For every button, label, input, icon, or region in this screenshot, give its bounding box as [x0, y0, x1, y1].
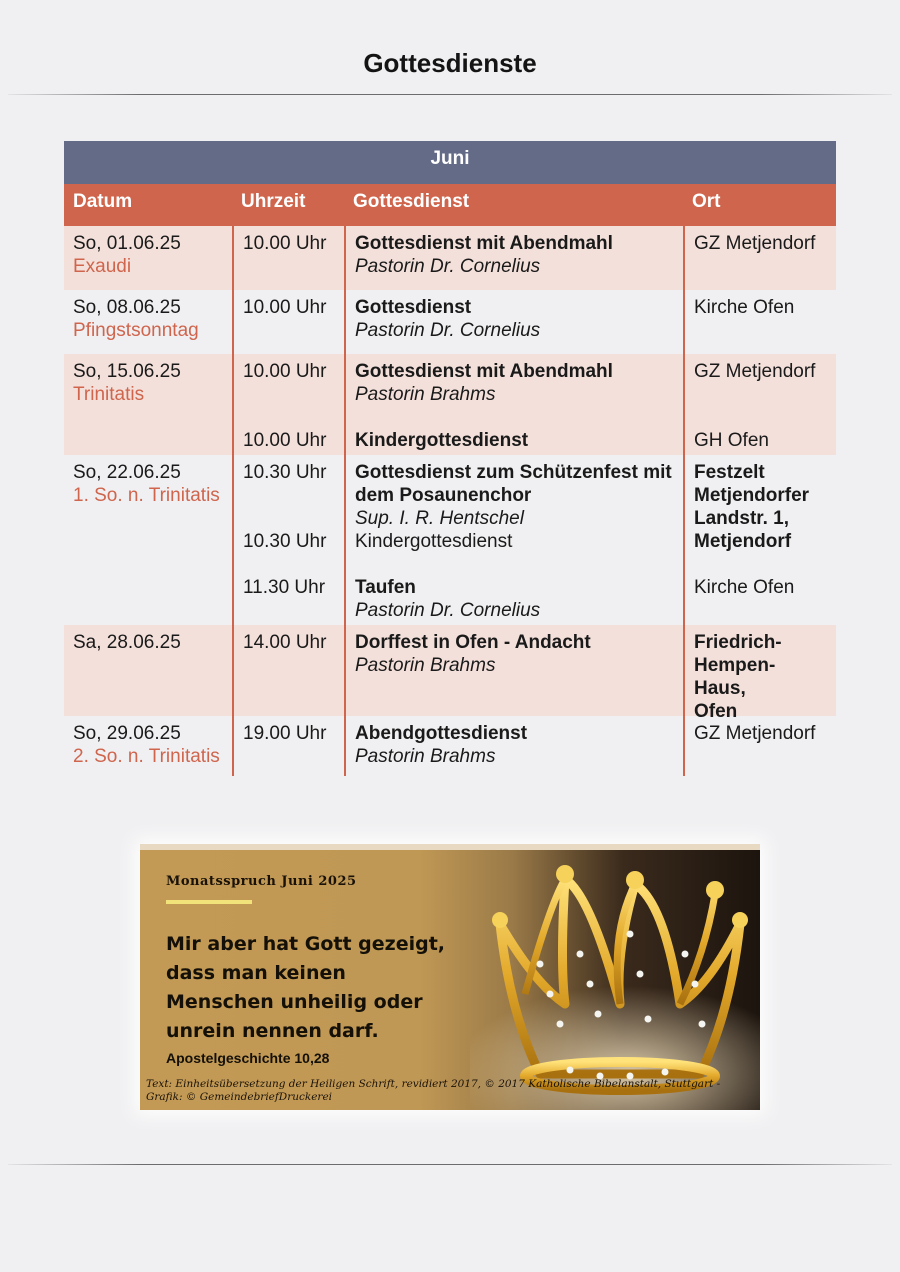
verse-reference: Apostelgeschichte 10,28	[166, 1050, 330, 1066]
place-cell	[683, 455, 836, 625]
date-cell	[64, 226, 232, 290]
service-time: 14.00 Uhr	[243, 632, 327, 653]
service-time: 10.00 Uhr	[243, 297, 327, 318]
service-place: Metjendorfer	[694, 485, 810, 506]
date-cell	[64, 716, 232, 776]
service-officiant: Pastorin Dr. Cornelius	[355, 256, 541, 277]
service-place: GZ Metjendorf	[694, 723, 816, 744]
verse-line: dass man keinen	[166, 962, 346, 984]
service-place: GZ Metjendorf	[694, 361, 816, 382]
place-cell	[683, 354, 836, 455]
table-row	[64, 354, 836, 455]
place-cell	[683, 226, 836, 290]
time-cell	[232, 716, 344, 776]
service-place: Metjendorf	[694, 531, 792, 552]
time-cell	[232, 455, 344, 625]
liturgical-day: 2. So. n. Trinitatis	[73, 746, 220, 767]
column-header-date: Datum	[73, 191, 133, 212]
place-cell	[683, 625, 836, 723]
service-place: Ofen	[694, 701, 738, 722]
service-time: 10.00 Uhr	[243, 430, 327, 451]
service-title: Dorffest in Ofen - Andacht	[355, 632, 591, 653]
service-date: So, 29.06.25	[73, 723, 181, 744]
service-cell	[344, 354, 683, 455]
credit-line: Text: Einheitsübersetzung der Heiligen Schrift, revidiert 2017, © 2017 Katholische Bibelanstalt, Stuttgart -	[146, 1078, 721, 1090]
service-place: Festzelt	[694, 462, 765, 483]
page-title: Gottesdienste	[363, 48, 537, 78]
service-date: Sa, 28.06.25	[73, 632, 181, 653]
service-date: So, 01.06.25	[73, 233, 181, 254]
service-cell	[344, 455, 683, 625]
service-place: Kirche Ofen	[694, 297, 795, 318]
service-time: 19.00 Uhr	[243, 723, 327, 744]
table-row	[64, 716, 836, 776]
place-cell	[683, 290, 836, 354]
service-cell	[344, 226, 683, 290]
date-cell	[64, 455, 232, 625]
service-title: dem Posaunenchor	[355, 485, 532, 506]
verse-line: Menschen unheilig oder	[166, 991, 423, 1013]
time-cell	[232, 354, 344, 455]
service-place: Hempen-Haus,	[694, 655, 776, 699]
liturgical-day: Pfingstsonntag	[73, 320, 199, 341]
service-officiant: Pastorin Brahms	[355, 655, 496, 676]
verse-line: Mir aber hat Gott gezeigt,	[166, 933, 446, 955]
column-header-place: Ort	[692, 191, 721, 212]
liturgical-day: Exaudi	[73, 256, 132, 277]
caption-underline	[166, 900, 252, 904]
service-schedule-table	[64, 141, 836, 776]
table-row	[64, 625, 836, 722]
service-time: 10.30 Uhr	[243, 531, 327, 552]
service-officiant: Pastorin Dr. Cornelius	[355, 600, 541, 621]
service-place: GH Ofen	[694, 430, 769, 451]
service-officiant: Pastorin Brahms	[355, 384, 496, 405]
service-cell	[344, 290, 683, 354]
monthly-verse-banner	[140, 844, 760, 1110]
service-time: 10.00 Uhr	[243, 361, 327, 382]
service-title: Gottesdienst mit Abendmahl	[355, 233, 613, 254]
month-header: Juni	[64, 141, 836, 184]
service-place: Kirche Ofen	[694, 577, 795, 598]
service-title: Gottesdienst zum Schützenfest mit	[355, 462, 672, 483]
service-time: 10.30 Uhr	[243, 462, 327, 483]
image-credit	[146, 1078, 746, 1104]
service-time: 10.00 Uhr	[243, 233, 327, 254]
service-title: Kindergottesdienst	[355, 430, 529, 451]
service-date: So, 22.06.25	[73, 462, 181, 483]
liturgical-day: 1. So. n. Trinitatis	[73, 485, 220, 506]
table-row	[64, 290, 836, 354]
service-cell	[344, 625, 683, 723]
service-officiant: Pastorin Dr. Cornelius	[355, 320, 541, 341]
service-date: So, 15.06.25	[73, 361, 181, 382]
bottom-divider	[8, 1164, 892, 1165]
service-officiant: Pastorin Brahms	[355, 746, 496, 767]
credit-line: Grafik: © GemeindebriefDruckerei	[146, 1091, 333, 1103]
time-cell	[232, 625, 344, 723]
service-date: So, 08.06.25	[73, 297, 181, 318]
date-cell	[64, 354, 232, 455]
service-cell	[344, 716, 683, 776]
column-header-row	[64, 184, 836, 226]
service-place: Landstr. 1,	[694, 508, 790, 529]
table-row	[64, 455, 836, 625]
verse-line: unrein nennen darf.	[166, 1020, 379, 1042]
service-place: Friedrich-	[694, 632, 782, 653]
time-cell	[232, 226, 344, 290]
golden-crown-image	[470, 844, 760, 1110]
service-title: Kindergottesdienst	[355, 531, 513, 552]
liturgical-day: Trinitatis	[73, 384, 145, 405]
service-title: Gottesdienst	[355, 297, 472, 318]
time-cell	[232, 290, 344, 354]
verse-quote	[166, 930, 446, 1046]
service-title: Abendgottesdienst	[355, 723, 528, 744]
service-title: Gottesdienst mit Abendmahl	[355, 361, 613, 382]
service-time: 11.30 Uhr	[243, 577, 326, 598]
column-header-service: Gottesdienst	[353, 191, 470, 212]
date-cell	[64, 290, 232, 354]
service-title: Taufen	[355, 577, 416, 598]
column-header-time: Uhrzeit	[241, 191, 306, 212]
top-divider	[8, 94, 892, 95]
date-cell	[64, 625, 232, 723]
verse-caption: Monatsspruch Juni 2025	[166, 874, 357, 889]
service-place: GZ Metjendorf	[694, 233, 816, 254]
table-row	[64, 226, 836, 290]
service-officiant: Sup. I. R. Hentschel	[355, 508, 524, 529]
place-cell	[683, 716, 836, 776]
